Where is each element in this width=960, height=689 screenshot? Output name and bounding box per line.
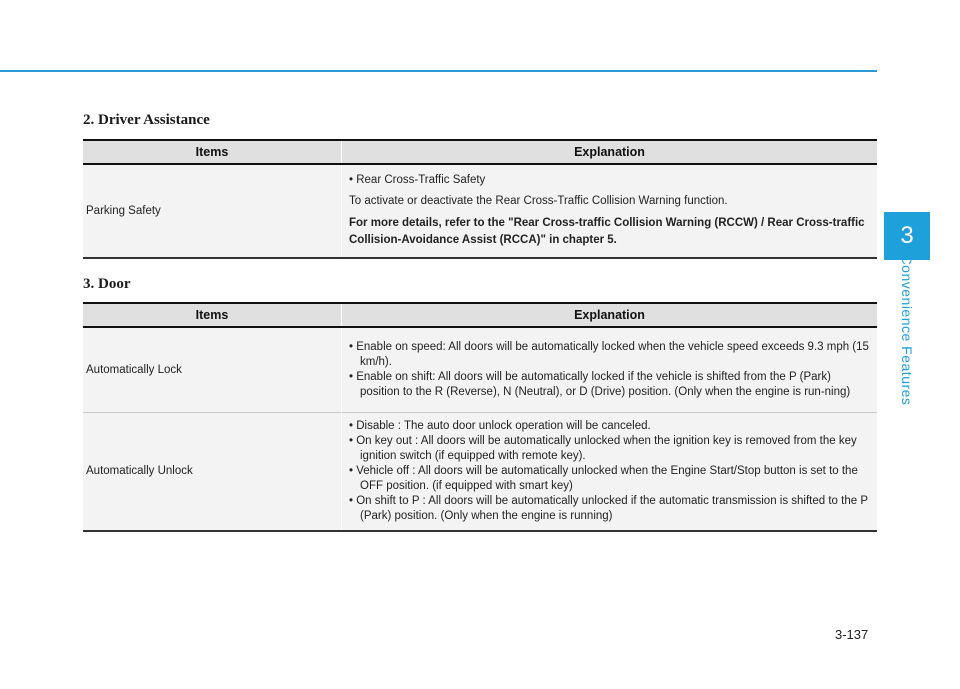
list-item: • On key out : All doors will be automatically unlocked when the ignition key is removed from the key ignition switch (if equipped with remote key). (349, 435, 857, 462)
explanation-header: Explanation (342, 303, 878, 327)
item-automatically-lock: Automatically Lock (83, 327, 342, 413)
table-row (83, 327, 877, 413)
list-item: • Disable : The auto door unlock operation will be canceled. (349, 420, 651, 432)
list-item: • Vehicle off : All doors will be automatically unlocked when the Engine Start/Stop button is set to the OFF position. (if equipped with smart key) (349, 465, 858, 492)
section-title-driver-assistance: 2. Driver Assistance (83, 112, 210, 128)
explanation-cell (342, 327, 878, 413)
table-row (83, 164, 877, 258)
chapter-title: Convenience Features (899, 254, 915, 406)
item-parking-safety: Parking Safety (83, 164, 342, 258)
table-header-row (83, 140, 877, 164)
table-header-row (83, 303, 877, 327)
driver-assistance-table (83, 139, 877, 259)
list-item: • On shift to P : All doors will be automatically unlocked if the automatic transmission is shifted to the P (Park) position. (Only when the engine is running) (349, 495, 868, 522)
explanation-cell (342, 164, 878, 258)
reference-note: For more details, refer to the "Rear Cross-traffic Collision Warning (RCCW) / Rear Cross-traffic Collision-Avoidance Assist (RCCA)" in chapter 5. (349, 217, 865, 246)
table-row (83, 413, 877, 532)
explanation-text: To activate or deactivate the Rear Cross-Traffic Collision Warning function. (349, 195, 728, 207)
list-item: • Enable on speed: All doors will be automatically locked when the vehicle speed exceeds 9.3 mph (15 km/h). (349, 341, 869, 368)
list-item: • Enable on shift: All doors will be automatically locked if the vehicle is shifted from the P (Park) position to the R (Reverse), N (Neutral), or D (Drive) position. (Only when the engine is run-ning) (349, 371, 851, 398)
items-header: Items (83, 140, 342, 164)
explanation-cell (342, 413, 878, 532)
section-title-door: 3. Door (83, 276, 131, 292)
top-rule (0, 70, 877, 72)
bullet-text: • Rear Cross-Traffic Safety (349, 174, 486, 186)
items-header: Items (83, 303, 342, 327)
door-table (83, 302, 877, 532)
chapter-number-tab: 3 (884, 212, 930, 260)
explanation-header: Explanation (342, 140, 878, 164)
page-number: 3-137 (835, 627, 869, 642)
item-automatically-unlock: Automatically Unlock (83, 413, 342, 532)
